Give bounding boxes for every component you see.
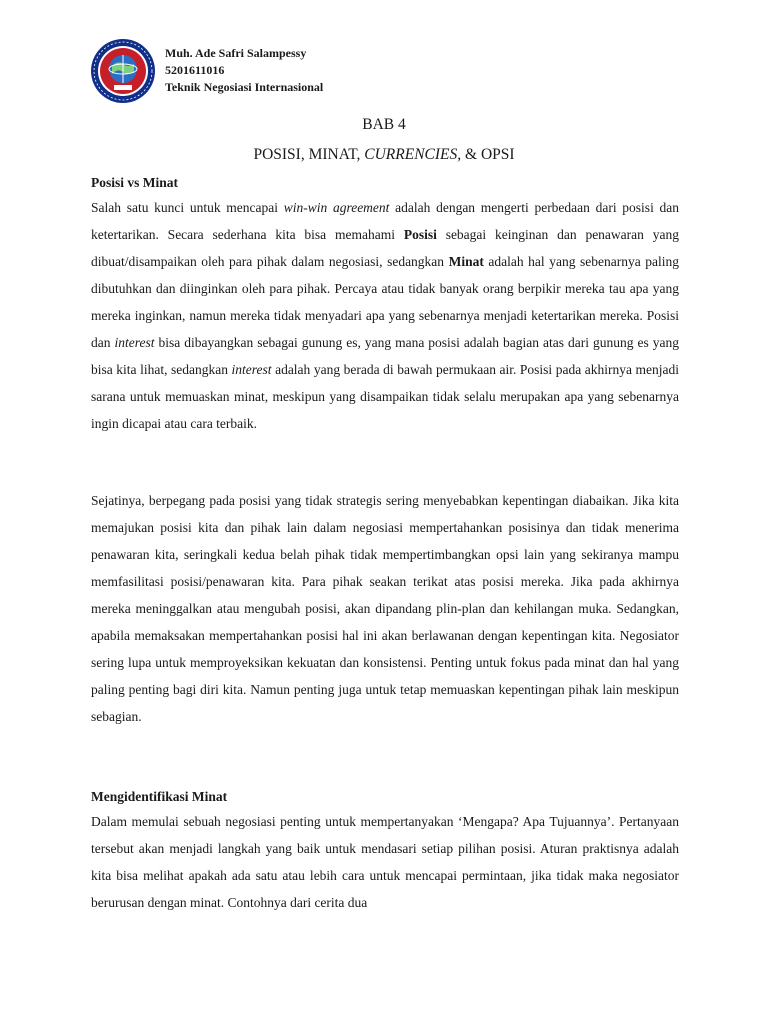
chapter-title-part1: POSISI, MINAT, (253, 146, 365, 163)
paragraph-posisi-minat (91, 194, 679, 437)
text-run: sebagai keinginan dan penawaran yang dibuat/disampaikan oleh para pihak dalam negosiasi, sedangkan (91, 227, 679, 269)
chapter-number: BAB 4 (362, 116, 406, 133)
chapter-title-part2: & OPSI (461, 146, 515, 163)
university-seal-icon (90, 38, 156, 104)
text-run: adalah yang berada di bawah permukaan air. Posisi pada akhirnya menjadi sarana untuk memuaskan minat, meskipun yang disampaikan tidak selalu merupakan apa yang sebenarnya ingin dicapai atau cara terbaik. (91, 362, 680, 431)
section-heading-mengidentifikasi-minat: Mengidentifikasi Minat (91, 789, 228, 804)
paragraph-sejatinya: Sejatinya, berpegang pada posisi yang tidak strategis sering menyebabkan kepentingan diabaikan. Jika kita memajukan posisi kita dan pihak lain dalam negosiasi mempertahankan posisinya dan tidak menerima penawaran kita, seringkali kedua belah pihak tidak mempertimbangkan opsi lain yang sekiranya mampu memfasilitasi posisi/penawaran kita. Para pihak seakan terikat atas posisi mereka. Jika pada akhirnya mereka meninggalkan atau mengubah posisi, akan dipandang plin-plan dan kehilangan muka. Sedangkan, apabila memaksakan mempertahankan posisi hal ini akan berlawanan dengan kepentingan kita. Negosiator sering lupa untuk memproyeksikan kekuatan dan konsistensi. Penting untuk fokus pada minat dan hal yang paling penting bagi diri kita. Namun penting juga untuk tetap memuaskan kepentingan pihak lain meskipun sebagian. (91, 493, 679, 724)
chapter-title (0, 146, 768, 164)
emphasis-interest: interest (231, 362, 272, 377)
author-name: Muh. Ade Safri Salampessy (165, 46, 307, 60)
text-run: bisa dibayangkan sebagai gunung es, yang mana posisi adalah bagian atas dari gunung es yang bisa kita lihat, sedangkan (91, 335, 679, 377)
author-info (165, 45, 323, 96)
emphasis-interest: interest (114, 335, 155, 350)
paragraph-mengidentifikasi: Dalam memulai sebuah negosiasi penting untuk mempertanyakan ‘Mengapa? Apa Tujuannya’. Pertanyaan tersebut akan menjadi langkah yang baik untuk mendasari setiap pilihan posisi. Aturan praktisnya adalah kita bisa melihat apakah ada satu atau lebih cara untuk mencapai permintaan, jika tidak maka negosiator berurusan dengan minat. Contohnya dari cerita dua (91, 814, 679, 910)
chapter-title-italic: CURRENCIES, (364, 146, 462, 163)
term-posisi: Posisi (403, 227, 437, 242)
text-run: adalah dengan mengerti perbedaan dari posisi dan ketertarikan. Secara sederhana kita bisa memahami (91, 200, 680, 242)
text-run: adalah hal yang sebenarnya paling dibutuhkan dan diinginkan oleh para pihak. Percaya atau tidak banyak orang berpikir mereka tau apa yang mereka inginkan, namun mereka tidak menyadari apa yang sebenarnya menjadi ketertarikan mereka. Posisi dan (91, 254, 679, 350)
student-id: 5201611016 (165, 63, 225, 77)
emphasis-win-win: win-win agreement (283, 200, 390, 215)
term-minat: Minat (448, 254, 484, 269)
section-heading-posisi-vs-minat: Posisi vs Minat (91, 175, 179, 190)
text-run: Salah satu kunci untuk mencapai (91, 200, 284, 215)
course-name: Teknik Negosiasi Internasional (165, 80, 324, 94)
